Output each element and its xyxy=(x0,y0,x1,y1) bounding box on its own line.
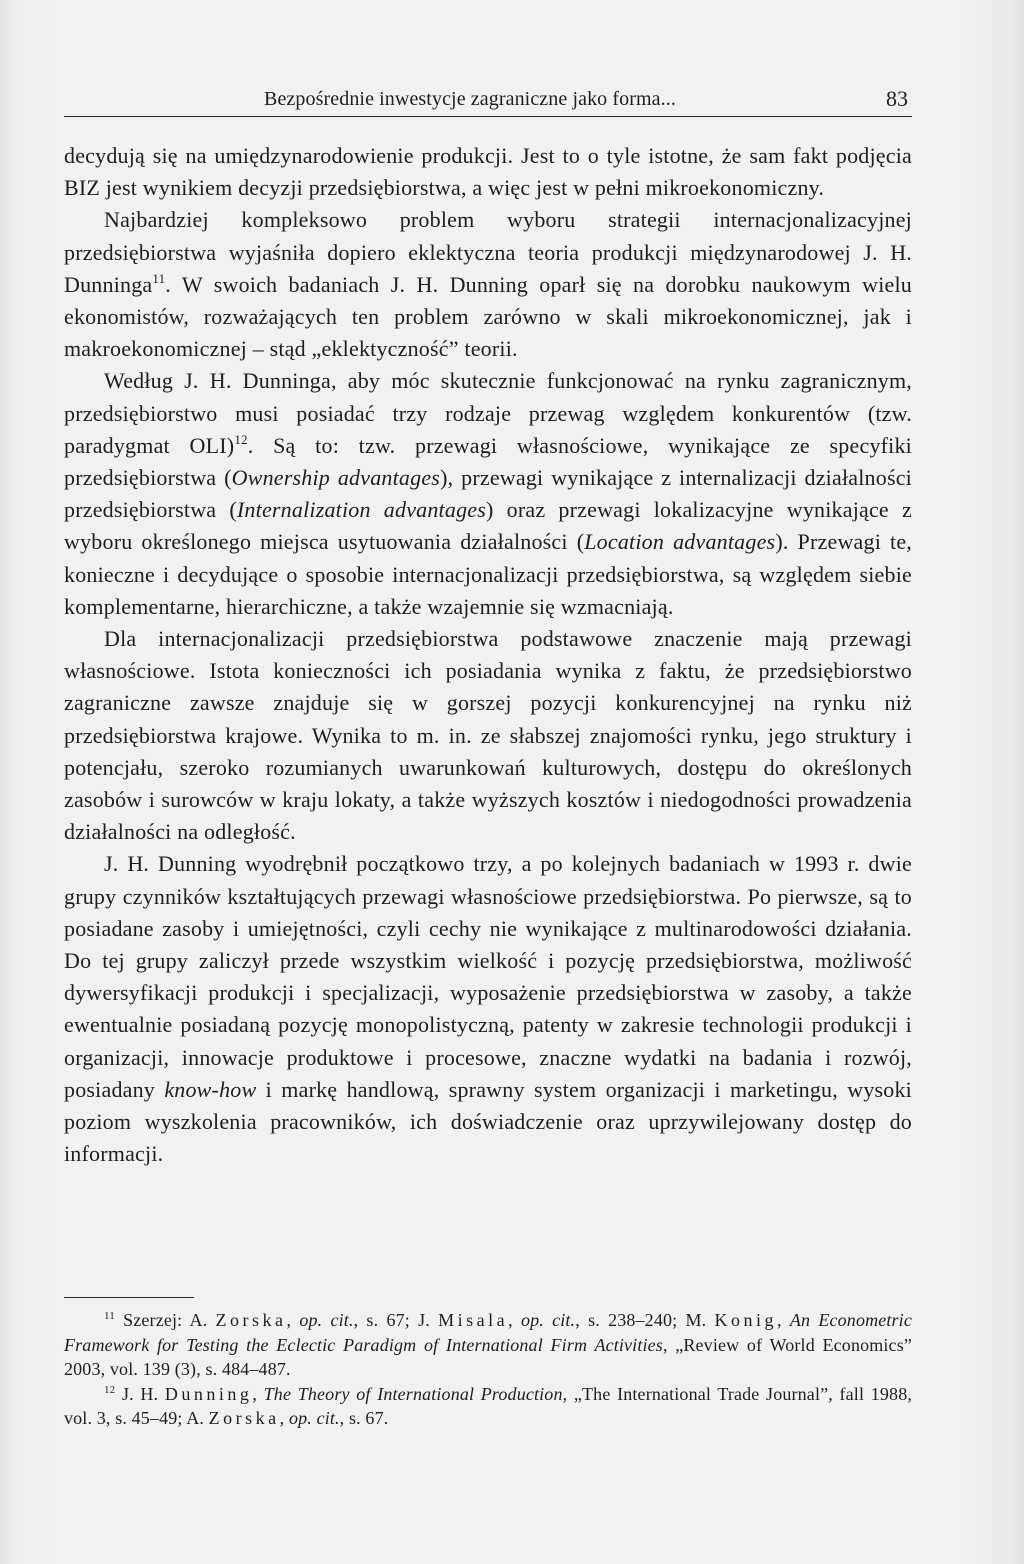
paragraph-1-text: decydują się na umiędzynarodowienie produkcji. Jest to o tyle istotne, że sam fakt podjęcia BIZ jest wynikiem decyzji przedsiębiorstwa, a więc jest w pełni mikroekonomiczny. xyxy=(64,143,912,201)
page-number: 83 xyxy=(886,86,908,111)
fn12-italic-title: The Theory of International Production xyxy=(263,1383,563,1404)
fn11-text-a: Szerzej: A. xyxy=(114,1310,216,1330)
fn12-text-a: J. H. xyxy=(115,1383,165,1404)
fn11-author-misala: Misala xyxy=(438,1310,509,1330)
fn12-text-c: , „The International Trade Journal”, fall 1988, vol. 3, s. 45–49; A. xyxy=(64,1383,912,1428)
paragraph-5-text-a: J. H. Dunning wyodrębnił początkowo trzy, a po kolejnych badaniach w 1993 r. dwie grupy czynników kształtujących przewagi własnościowe przedsiębiorstwa. Po pierwsze, są to posiadane zasoby i umiejętności, czyli cechy nie wynikające z multinarodowości działania. Do tej grupy zaliczył przede wszystkim wielkość i pozycję przedsiębiorstwa, możliwość dywersyfikacji produkcji i specjalizacji, wyposażenie przedsiębiorstwa w zasoby, a także ewentualnie posiadaną pozycję monopolistyczną, patenty w zakresie technologii produkcji i organizacji, innowacje produktowe i procesowe, znaczne wydatki na badania i rozwój, posiadany xyxy=(64,851,912,1102)
paragraph-3-text-c: ), przewagi wynikające z internalizacji działalności przedsiębiorstwa ( xyxy=(64,465,912,523)
running-header xyxy=(64,84,912,117)
fn12-text-e: , s. 67. xyxy=(339,1408,389,1428)
fn11-author-konig: Konig xyxy=(714,1310,777,1330)
footnote-ref-12: 12 xyxy=(234,431,248,447)
footnote-separator xyxy=(64,1297,194,1298)
footnote-11 xyxy=(64,1308,912,1382)
fn12-italic-opcit: op. cit. xyxy=(288,1408,340,1428)
paragraph-3-text-a: Według J. H. Dunninga, aby móc skutecznie funkcjonować na rynku zagranicznym, przedsiębiorstwo musi posiadać trzy rodzaje przewag względem konkurentów (tzw. paradygmat OLI) xyxy=(64,368,912,458)
fn12-text-b: , xyxy=(252,1383,264,1404)
running-title: Bezpośrednie inwestycje zagraniczne jako forma... xyxy=(264,88,676,110)
fn11-text-g: , „Review of World Economics” 2003, vol. 139 (3), s. 484–487. xyxy=(64,1334,912,1379)
fn11-italic-opcit-1: op. cit. xyxy=(299,1310,354,1330)
paragraph-2-text-b: . W swoich badaniach J. H. Dunning oparł się na dorobku naukowym wielu ekonomistów, rozważających ten problem zarówno w skali mikroekonomicznej, jak i makroekonomicznej – stąd „eklektyczność” teorii. xyxy=(64,271,912,362)
footnote-12 xyxy=(64,1382,912,1431)
fn11-text-f: , xyxy=(777,1310,790,1330)
fn11-author-zorska: Zorska xyxy=(215,1310,287,1330)
fn11-text-d: , xyxy=(508,1310,521,1330)
fn11-italic-opcit-2: op. cit. xyxy=(520,1310,576,1330)
paragraph-5 xyxy=(64,848,912,1170)
paragraph-3-text-d: ) oraz przewagi lokalizacyjne wynikające z wyboru określonego miejsca usytuowania działalności ( xyxy=(64,497,912,555)
paragraph-2 xyxy=(64,204,912,365)
italic-term-ownership: Ownership advantages xyxy=(231,465,441,491)
fn11-text-b: , xyxy=(286,1310,300,1330)
footnote-ref-11: 11 xyxy=(152,270,166,286)
paragraph-3-text-b: . Są to: tzw. przewagi własnościowe, wynikające ze specyfiki przedsiębiorstwa ( xyxy=(64,432,912,491)
fn11-italic-title: An Econometric Framework for Testing the Eclectic Paradigm of International Firm Activities xyxy=(64,1310,912,1355)
fn11-text-e: , s. 238–240; M. xyxy=(575,1310,715,1330)
paragraph-3-text-e: ). Przewagi te, konieczne i decydujące o sposobie internacjonalizacji przedsiębiorstwa, są względem siebie komplementarne, hierarchiczne, a także wzajemnie się wzmacniają. xyxy=(64,529,913,619)
body-text xyxy=(64,140,912,1171)
fn12-author-dunning: Dunning xyxy=(164,1383,253,1404)
footnote-number-12: 12 xyxy=(104,1383,116,1396)
fn12-author-zorska: Zorska xyxy=(208,1408,280,1428)
paragraph-2-text-a: Najbardziej kompleksowo problem wyboru strategii internacjonalizacyjnej przedsiębiorstwa wyjaśniła dopiero eklektyczna teoria produkcji międzynarodowej J. H. Dunninga xyxy=(64,207,912,297)
fn11-text-c: , s. 67; J. xyxy=(353,1310,439,1330)
paragraph-5-text-b: i markę handlową, sprawny system organizacji i marketingu, wysoki poziom wyszkolenia pracowników, ich doświadczenie oraz uprzywilejowany dostęp do informacji. xyxy=(64,1076,912,1167)
footnote-number-11: 11 xyxy=(104,1310,115,1322)
italic-term-know-how: know-how xyxy=(164,1076,257,1102)
italic-term-location: Location advantages xyxy=(584,529,776,555)
paragraph-4 xyxy=(64,623,912,848)
fn12-text-d: , xyxy=(279,1408,289,1428)
italic-term-internalization: Internalization advantages xyxy=(236,497,486,523)
paragraph-4-text: Dla internacjonalizacji przedsiębiorstwa podstawowe znaczenie mają przewagi własnościowe. Istota konieczności ich posiadania wynika z faktu, że przedsiębiorstwo zagraniczne zawsze znajduje się w gorszej pozycji konkurencyjnej na rynku niż przedsiębiorstwa krajowe. Wynika to m. in. ze słabszej znajomości rynku, jego struktury i potencjału, szeroko rozumianych uwarunkowań kulturowych, dostępu do określonych zasobów i surowców w kraju lokaty, a także wyższych kosztów i niedogodności prowadzenia działalności na odległość. xyxy=(64,626,912,845)
paragraph-3 xyxy=(64,365,912,623)
paragraph-1 xyxy=(64,140,912,204)
footnotes xyxy=(64,1297,912,1431)
